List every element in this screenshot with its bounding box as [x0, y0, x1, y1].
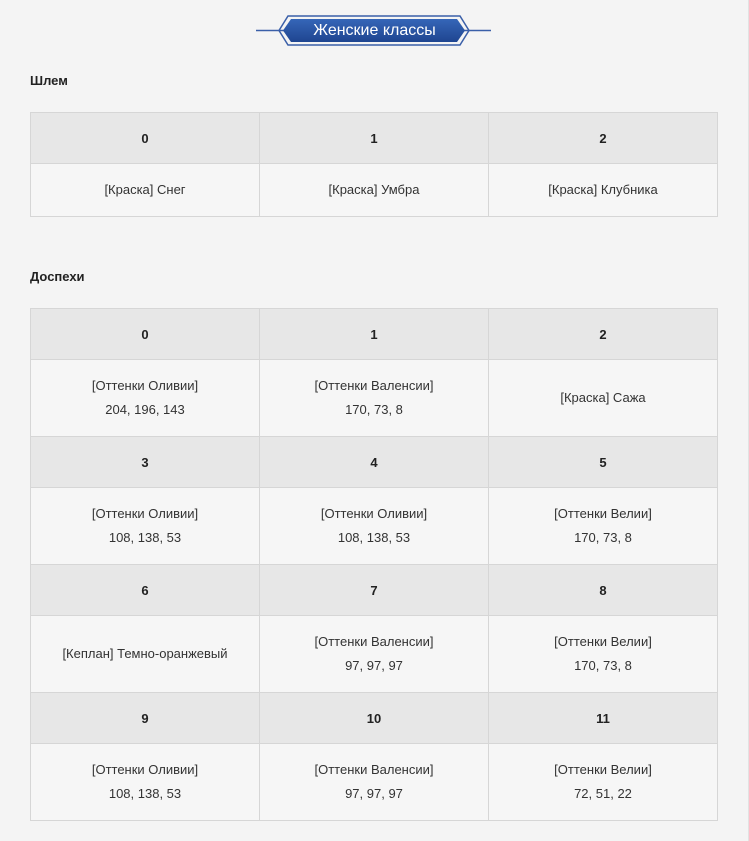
slot-header: 0 — [31, 113, 260, 164]
slot-header: 5 — [489, 437, 718, 488]
dye-name: [Оттенки Велии] — [554, 506, 652, 521]
slot-header: 4 — [260, 437, 489, 488]
dye-cell — [489, 164, 718, 217]
slot-header: 10 — [260, 693, 489, 744]
dye-rgb: 97, 97, 97 — [345, 786, 403, 801]
table-header-row — [31, 309, 718, 360]
dye-name: [Оттенки Валенсии] — [314, 762, 434, 777]
slot-header: 0 — [31, 309, 260, 360]
dye-rgb: 170, 73, 8 — [345, 402, 403, 417]
dye-cell — [31, 164, 260, 217]
dye-cell — [260, 164, 489, 217]
table-header-row — [31, 565, 718, 616]
dye-name: [Кеплан] Темно-оранжевый — [62, 646, 228, 661]
slot-header: 3 — [31, 437, 260, 488]
dye-name: [Оттенки Велии] — [554, 762, 652, 777]
table-header-row — [31, 437, 718, 488]
slot-header: 2 — [489, 113, 718, 164]
dye-cell — [260, 616, 489, 693]
dye-name: [Краска] Клубника — [548, 182, 658, 197]
helmet-section-title: Шлем — [30, 73, 68, 88]
table-value-row — [31, 360, 718, 437]
dye-rgb: 72, 51, 22 — [574, 786, 632, 801]
dye-cell — [489, 744, 718, 821]
table-value-row — [31, 164, 718, 217]
dye-name: [Краска] Умбра — [328, 182, 420, 197]
dye-name: [Оттенки Велии] — [554, 634, 652, 649]
table-value-row — [31, 744, 718, 821]
dye-cell — [260, 360, 489, 437]
dye-cell — [489, 360, 718, 437]
table-header-row — [31, 113, 718, 164]
slot-header: 9 — [31, 693, 260, 744]
slot-header: 8 — [489, 565, 718, 616]
table-value-row — [31, 488, 718, 565]
slot-header: 6 — [31, 565, 260, 616]
armor-table — [30, 308, 718, 821]
slot-header: 2 — [489, 309, 718, 360]
dye-name: [Оттенки Оливии] — [91, 762, 199, 777]
dye-cell — [31, 488, 260, 565]
dye-rgb: 97, 97, 97 — [345, 658, 403, 673]
slot-header: 11 — [489, 693, 718, 744]
dye-cell — [260, 744, 489, 821]
dye-rgb: 204, 196, 143 — [105, 402, 185, 417]
slot-header: 7 — [260, 565, 489, 616]
dye-rgb: 170, 73, 8 — [574, 658, 632, 673]
dye-cell — [489, 616, 718, 693]
dye-rgb: 108, 138, 53 — [337, 530, 411, 545]
dye-name: [Оттенки Оливии] — [91, 506, 199, 521]
dye-name: [Оттенки Оливии] — [320, 506, 428, 521]
dye-cell — [31, 360, 260, 437]
slot-header: 1 — [260, 309, 489, 360]
dye-rgb: 108, 138, 53 — [108, 786, 182, 801]
slot-header: 1 — [260, 113, 489, 164]
dye-cell — [489, 488, 718, 565]
section-banner — [0, 15, 749, 47]
dye-cell — [260, 488, 489, 565]
dye-cell — [31, 744, 260, 821]
helmet-table — [30, 112, 718, 217]
dye-rgb: 108, 138, 53 — [108, 530, 182, 545]
armor-section-title: Доспехи — [30, 269, 85, 284]
dye-rgb: 170, 73, 8 — [574, 530, 632, 545]
dye-name: [Оттенки Валенсии] — [314, 634, 434, 649]
dye-cell — [31, 616, 260, 693]
table-value-row — [31, 616, 718, 693]
table-header-row — [31, 693, 718, 744]
banner-title: Женские классы — [313, 22, 436, 39]
dye-name: [Оттенки Валенсии] — [314, 378, 434, 393]
dye-name: [Оттенки Оливии] — [91, 378, 199, 393]
dye-name: [Краска] Сажа — [560, 390, 646, 405]
dye-name: [Краска] Снег — [104, 182, 186, 197]
